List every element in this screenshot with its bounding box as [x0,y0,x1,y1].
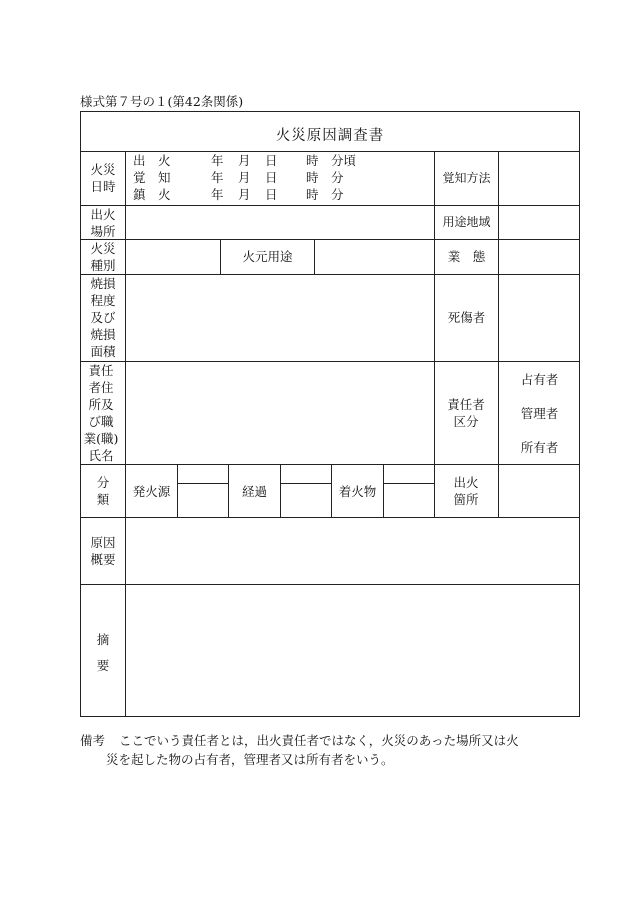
rule-classification-bottom [80,517,580,518]
rule-cause-bottom [80,584,580,585]
rule-title-bottom [80,151,580,152]
note-text-2: 災を起した物の占有者，管理者又は所有者をいう。 [106,752,394,767]
label-origin-use: 火元用途 [242,249,293,264]
rule-process-split [280,483,331,484]
rule-class-1 [177,464,178,517]
datetime-hour-ignition: 時 [306,153,319,168]
rule-datetime-bottom [80,205,580,206]
datetime-name-extinguished: 鎮 火 [133,187,171,202]
category-owner: 所有者 [520,440,559,455]
rule-label-column [125,151,126,717]
category-occupant: 占有者 [520,372,559,387]
datetime-month-extinguished: 月 [238,187,251,202]
datetime-day-extinguished: 日 [265,187,278,202]
rule-right-label-left [434,151,435,517]
datetime-day-detection: 日 [265,170,278,185]
label-casualties: 死傷者 [447,310,486,325]
rule-type-mid-right [314,239,315,274]
datetime-year-extinguished: 年 [211,187,224,202]
note-line-1 [80,731,519,750]
label-responsible-category: 責任者 区分 [447,397,485,429]
note-prefix: 備考 [80,733,106,748]
rule-ignition-split [177,483,228,484]
label-fire-location: 出火 場所 [90,207,116,239]
label-ignition-source: 発火源 [132,484,171,499]
label-fire-origin-point: 出火 箇所 [453,475,479,507]
label-responsible-person: 責任 者住 所及 び職 業(職) 氏名 [83,363,119,463]
datetime-hour-extinguished: 時 [306,187,319,202]
datetime-year-detection: 年 [211,170,224,185]
datetime-year-ignition: 年 [211,153,224,168]
rule-damage-bottom [80,361,580,362]
category-manager: 管理者 [520,406,559,421]
note-text-1: ここでいう責任者とは，出火責任者ではなく，火災のあった場所又は火 [119,733,519,748]
rule-class-3 [280,464,281,517]
datetime-month-detection: 月 [238,170,251,185]
rule-right-label-right [498,151,499,517]
label-detection-method: 覚知方法 [442,171,491,185]
rule-material-split [383,483,434,484]
datetime-month-ignition: 月 [238,153,251,168]
label-classification: 分 類 [96,475,110,507]
label-fire-type: 火災 種別 [90,241,116,273]
datetime-name-ignition: 出 火 [133,153,171,168]
rule-class-5 [383,464,384,517]
label-fire-datetime: 火災 日時 [90,162,116,194]
datetime-day-ignition: 日 [265,153,278,168]
label-process: 経過 [241,484,267,499]
label-zoning-district: 用途地域 [442,215,491,229]
label-remarks: 摘 要 [96,632,110,673]
datetime-hour-detection: 時 [306,170,319,185]
rule-type-bottom [80,274,580,275]
datetime-minute-extinguished: 分 [331,187,344,202]
rule-location-bottom [80,239,580,240]
label-ignited-material: 着火物 [338,484,377,499]
datetime-name-detection: 覚 知 [133,170,171,185]
form-number-label: 様式第７号の１(第42条関係) [80,94,244,109]
datetime-minute-ignition: 分頃 [331,153,357,168]
datetime-minute-detection: 分 [331,170,344,185]
label-cause-summary: 原因 概要 [90,535,116,567]
rule-responsible-bottom [80,464,580,465]
document-title: 火災原因調査書 [275,128,385,144]
label-business-type: 業 態 [447,249,486,264]
label-burn-damage: 焼損 程度 及び 焼損 面積 [90,276,116,359]
